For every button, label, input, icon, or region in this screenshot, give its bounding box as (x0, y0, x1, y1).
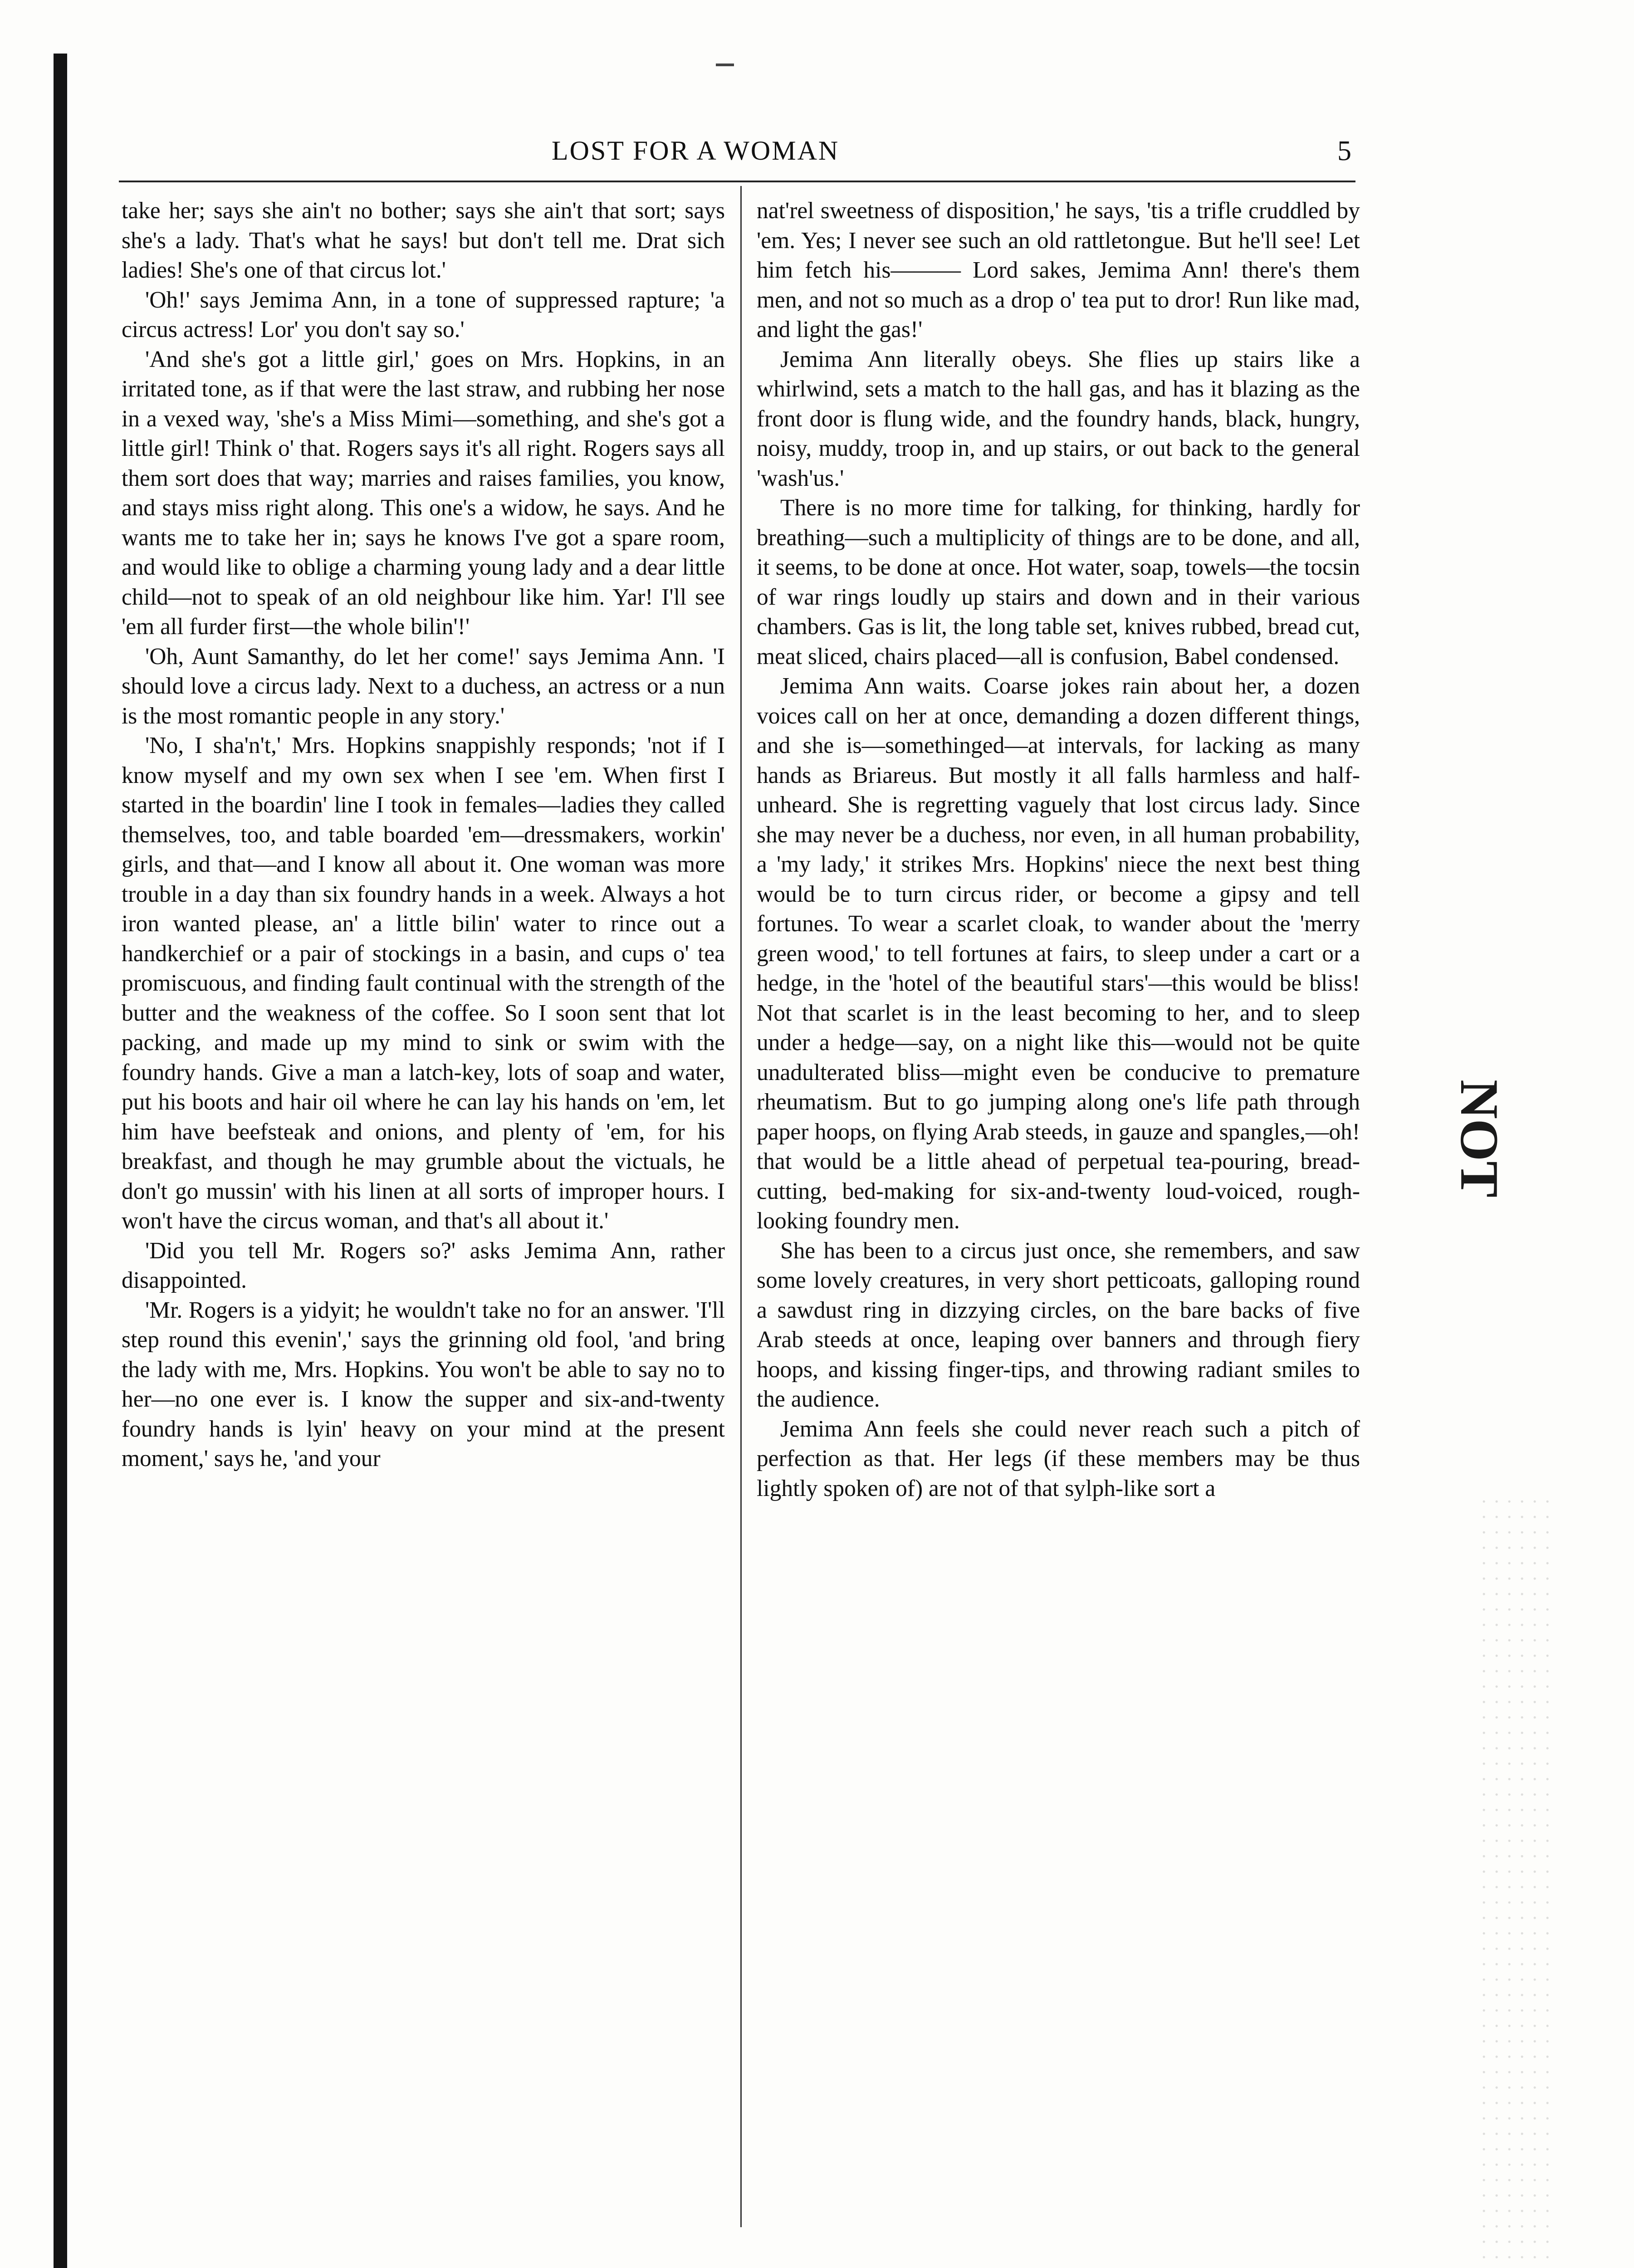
paragraph: Jemima Ann waits. Coarse jokes rain about her, a dozen voices call on her at once, demanding a dozen different things, and she is—somethinged—at intervals, for lacking as many hands as Briareus. But mostly it all falls harmless and half-unheard. She is regretting vaguely that lost circus lady. Since she may never be a duchess, nor even, in all human probability, a 'my lady,' it strikes Mrs. Hopkins' niece the next best thing would be to turn circus rider, or become a gipsy and tell fortunes. To wear a scarlet cloak, to wander about the 'merry green wood,' to tell fortunes at fairs, to sleep under a cart or a hedge, in the 'hotel of the beautiful stars'—this would be bliss! Not that scarlet is in the least becoming to her, and to sleep under a hedge—say, on a night like this—would not be quite unadulterated bliss—might even be conducive to premature rheumatism. But to go jumping along one's life path through paper hoops, on flying Arab steeds, in gauze and spangles,—oh! that would be a little ahead of perpetual tea-pouring, bread-cutting, bed-making for six-and-twenty loud-voiced, rough-looking foundry men. (757, 673, 1360, 1234)
running-title: LOST FOR A WOMAN (552, 136, 840, 166)
paragraph: Jemima Ann literally obeys. She flies up stairs like a whirlwind, sets a match to the hall gas, and has it blazing as the front door is flung wide, and the foundry hands, black, hungry, noisy, muddy, troop in, and up stairs, or out back to the general 'wash'us.' (757, 346, 1360, 491)
paragraph: Jemima Ann feels she could never reach such a pitch of perfection as that. Her legs (if these members may be thus lightly spoken of) are not of that sylph-like sort a (757, 1416, 1360, 1501)
paragraph: 'No, I sha'n't,' Mrs. Hopkins snappishly responds; 'not if I know myself and my own sex when I see 'em. When first I started in the boardin' line I took in females—ladies they called themselves, too, and table boarded 'em—dressmakers, workin' girls, and that—and I know all about it. One woman was more trouble in a day than six foundry hands in a week. Always a hot iron wanted please, an' a little bilin' water to rince out a handkerchief or a pair of stockings in a basin, and cups o' tea promiscuous, and finding fault continual with the strength of the butter and the weakness of the coffee. So I soon sent that lot packing, and made up my mind to sink or swim with the foundry hands. Give a man a latch-key, lots of soap and water, put his boots and hair oil where he can lay his hands on 'em, let him have beefsteak and onions, and plenty of 'em, for his breakfast, and though he may grumble about the victuals, he don't go mussin' with his linen at all sorts of improper hours. I won't have the circus woman, and that's all about it.' (122, 733, 725, 1234)
paragraph: There is no more time for talking, for thinking, hardly for breathing—such a multiplicity of things are to be done, and all, it seems, to be done at once. Hot water, soap, towels—the tocsin of war rings loudly up stairs and down and in their various chambers. Gas is lit, the long table set, knives rubbed, bread cut, meat sliced, chairs placed—all is confusion, Babel condensed. (757, 495, 1360, 670)
paragraph: 'And she's got a little girl,' goes on Mrs. Hopkins, in an irritated tone, as if that were the last straw, and rubbing her nose in a vexed way, 'she's a Miss Mimi—something, and she's got a little girl! Think o' that. Rogers says it's all right. Rogers says all them sort does that way; marries and raises families, you know, and stays miss right along. This one's a widow, he says. And he wants me to take her in; says he knows I've got a spare room, and would like to oblige a charming young lady and a dear little child—not to speak of an old neighbour like him. Yar! I'll see 'em all furder first—the whole bilin'!' (122, 346, 725, 640)
page-number: 5 (1337, 136, 1351, 166)
paragraph: 'Oh!' says Jemima Ann, in a tone of suppressed rapture; 'a circus actress! Lor' you don't say so.' (122, 287, 725, 342)
paragraph: take her; says she ain't no bother; says she ain't that sort; says she's a lady. That's what he says! but don't tell me. Drat sich ladies! She's one of that circus lot.' (122, 198, 725, 283)
header-rule (119, 181, 1355, 182)
paragraph: She has been to a circus just once, she remembers, and saw some lovely creatures, in very short petticoats, galloping round a sawdust ring in dizzying circles, on the bare backs of five Arab steeds at once, leaping over banners and through fiery hoops, and kissing finger-tips, and throwing radiant smiles to the audience. (757, 1237, 1360, 1412)
left-column (122, 196, 725, 1474)
margin-specks (1479, 1497, 1551, 2268)
paragraph: 'Did you tell Mr. Rogers so?' asks Jemima Ann, rather disappointed. (122, 1237, 725, 1293)
binding-rule (54, 54, 67, 2268)
margin-bleedthrough-mark: NOT (1449, 1080, 1510, 1198)
paragraph: nat'rel sweetness of disposition,' he says, 'tis a trifle cruddled by 'em. Yes; I never see such an old rattletongue. But he'll see! Let him fetch his——— Lord sakes, Jemima Ann! there's them men, and not so much as a drop o' tea put to dror! Run like mad, and light the gas!' (757, 198, 1360, 342)
column-divider (740, 186, 742, 2227)
right-column (757, 196, 1360, 1503)
paragraph: 'Oh, Aunt Samanthy, do let her come!' says Jemima Ann. 'I should love a circus lady. Next to a duchess, an actress or a nun is the most romantic people in any story.' (122, 643, 725, 729)
paragraph: 'Mr. Rogers is a yidyit; he wouldn't take no for an answer. 'I'll step round this evenin',' says the grinning old fool, 'and bring the lady with me, Mrs. Hopkins. You won't be able to say no to her—no one ever is. I know the supper and six-and-twenty foundry hands is lyin' heavy on your mind at the present moment,' says he, 'and your (122, 1297, 725, 1471)
top-mark (716, 64, 734, 66)
